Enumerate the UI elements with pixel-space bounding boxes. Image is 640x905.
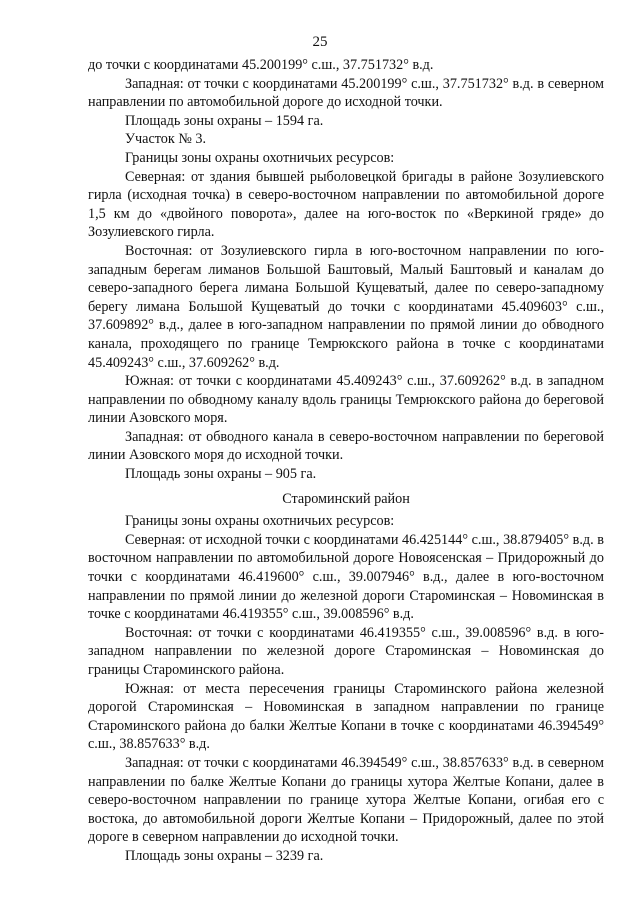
paragraph-northern-boundary: Северная: от исходной точки с координатами 46.425144° с.ш., 38.879405° в.д. в восточном направлении по автомобильной дороге Новоясенская – Придорожный до точки с координатами 46.419600° с.ш., 39.007946° в.д., далее в юго-восточном направлении по прямой линии до железной дороги Староминская – Новоминская в точке с координатами 46.419355° с.ш., 39.008596° в.д.	[88, 531, 604, 623]
paragraph-protection-area: Площадь зоны охраны – 905 га.	[125, 466, 317, 483]
paragraph-protection-area: Площадь зоны охраны – 3239 га.	[125, 847, 324, 864]
page-number: 25	[312, 34, 328, 50]
paragraph-northern-boundary: Северная: от здания бывшей рыболовецкой бригады в районе Зозулиевского гирла (исходная точка) в северо-восточном направлении по автомобильной дороге 1,5 км до «двойного поворота», далее на юго-восток по «Веркиной гряде» до Зозулиевского гирла.	[88, 168, 604, 241]
paragraph-southern-boundary: Южная: от места пересечения границы Староминского района железной дорогой Староминская – Новоминская в западном направлении по границе Староминского района до балки Желтые Копани в точке с координатами 46.394549° с.ш., 38.857633° в.д.	[88, 680, 604, 753]
paragraph-western-boundary: Западная: от точки с координатами 45.200199° с.ш., 37.751732° в.д. в северном направлении по автомобильной дороге до исходной точки.	[88, 75, 604, 111]
paragraph-eastern-boundary: Восточная: от точки с координатами 46.419355° с.ш., 39.008596° в.д. в юго-западном направлении по железной дороге Староминская – Новоминская до границы Староминского района.	[88, 624, 604, 678]
section-heading-district: Староминский район	[282, 490, 410, 507]
paragraph-western-boundary: Западная: от обводного канала в северо-восточном направлении по береговой линии Азовского моря до исходной точки.	[88, 428, 604, 464]
paragraph-protection-area: Площадь зоны охраны – 1594 га.	[125, 112, 324, 129]
paragraph-boundaries-intro: Границы зоны охраны охотничьих ресурсов:	[125, 149, 395, 166]
section-heading-plot-3: Участок № 3.	[125, 131, 207, 148]
paragraph-boundaries-intro: Границы зоны охраны охотничьих ресурсов:	[125, 513, 395, 530]
paragraph-continuation: до точки с координатами 45.200199° с.ш., 37.751732° в.д.	[88, 57, 434, 73]
paragraph-southern-boundary: Южная: от точки с координатами 45.409243° с.ш., 37.609262° в.д. в западном направлении по обводному каналу вдоль границы Темрюкского района до береговой линии Азовского моря.	[88, 373, 604, 427]
paragraph-eastern-boundary: Восточная: от Зозулиевского гирла в юго-восточном направлении по юго-западным берегам лиманов Большой Бaштовый, Малый Баштовый и каналам до северо-западного берега лимана Большой Кущеватый, далее по северо-западному берегу лимана Большой Кущеватый до точки с координатами 45.409603° с.ш., 37.609892° в.д., далее в юго-западном направлении по прямой линии до обводного канала, проходящего по границе Темрюкского района в точке с координатами 45.409243° с.ш., 37.609262° в.д.	[88, 242, 604, 371]
document-body	[88, 56, 604, 866]
paragraph-western-boundary: Западная: от точки с координатами 46.394549° с.ш., 38.857633° в.д. в северном направлении по балке Желтые Копани до границы хутора Желтые Копани, далее в северо-восточном направлении по границе хутора Желтые Копани, огибая его с востока, до автомобильной дороги Желтые Копани – Придорожный, далее по этой дороге в северном направлении до исходной точки.	[88, 754, 604, 846]
